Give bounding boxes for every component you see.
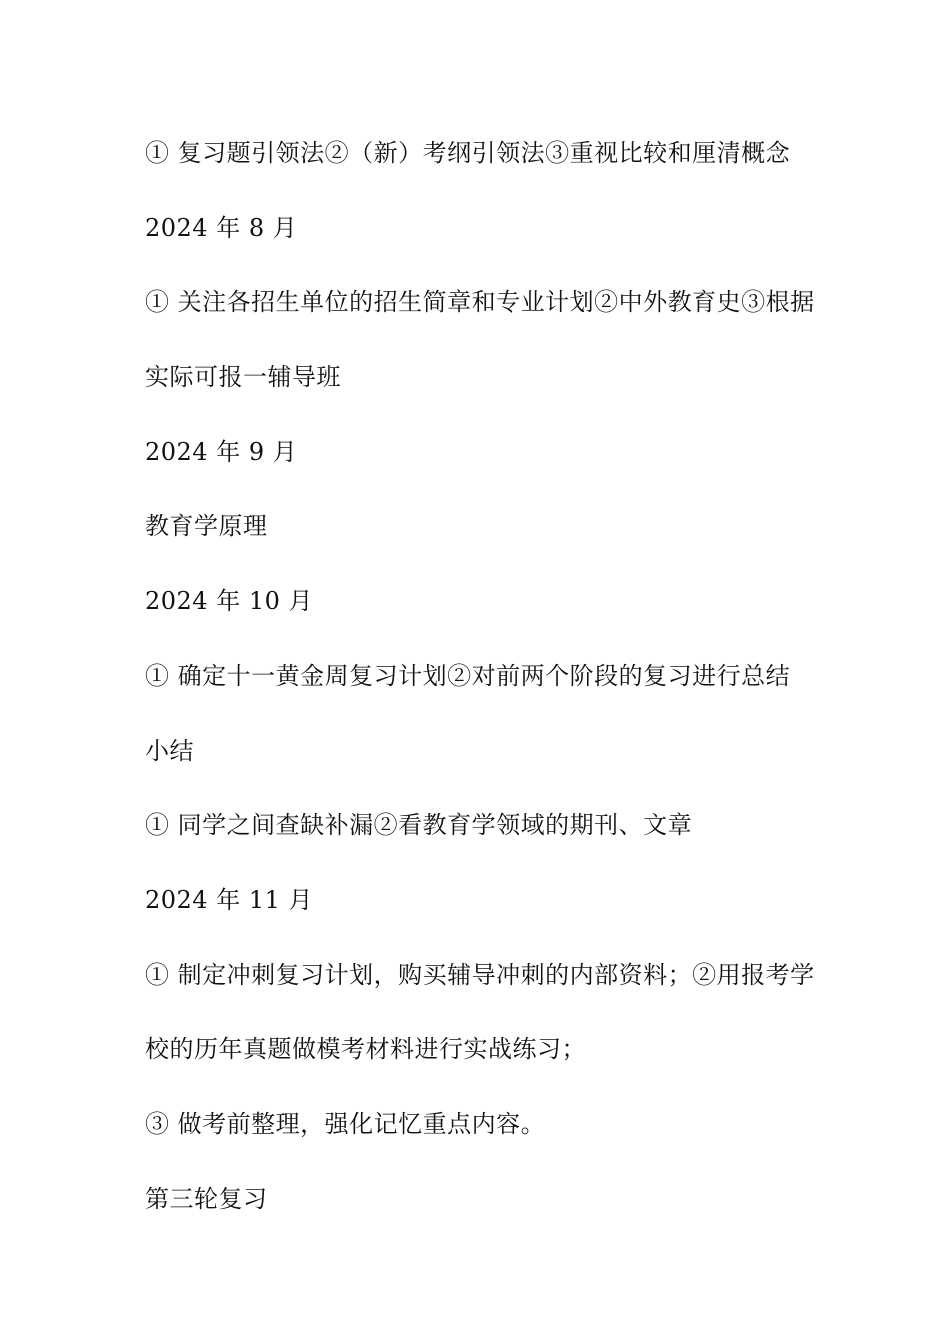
date-heading: 2024 年 9 月 xyxy=(145,437,298,466)
text-line: 校的历年真题做模考材料进行实战练习； xyxy=(145,1035,586,1064)
text-line: ① 关注各招生单位的招生简章和专业计划②中外教育史③根据 xyxy=(145,288,815,317)
text-line: ① 复习题引领法②（新）考纲引领法③重视比较和厘清概念 xyxy=(145,139,791,167)
date-heading: 2024 年 11 月 xyxy=(145,885,314,914)
section-heading: 第三轮复习 xyxy=(145,1184,268,1213)
text-line: ③ 做考前整理，强化记忆重点内容。 xyxy=(145,1109,546,1138)
date-heading: 2024 年 8 月 xyxy=(145,213,298,242)
text-line: ① 确定十一黄金周复习计划②对前两个阶段的复习进行总结 xyxy=(145,661,791,690)
text-line: 小结 xyxy=(145,736,194,765)
document-body xyxy=(145,133,825,1253)
text-line: ① 同学之间查缺补漏②看教育学领域的期刊、文章 xyxy=(145,811,693,840)
text-line: ① 制定冲刺复习计划，购买辅导冲刺的内部资料；②用报考学 xyxy=(145,960,815,989)
text-line: 教育学原理 xyxy=(145,512,268,541)
text-line: 实际可报一辅导班 xyxy=(145,363,341,392)
date-heading: 2024 年 10 月 xyxy=(145,587,314,616)
